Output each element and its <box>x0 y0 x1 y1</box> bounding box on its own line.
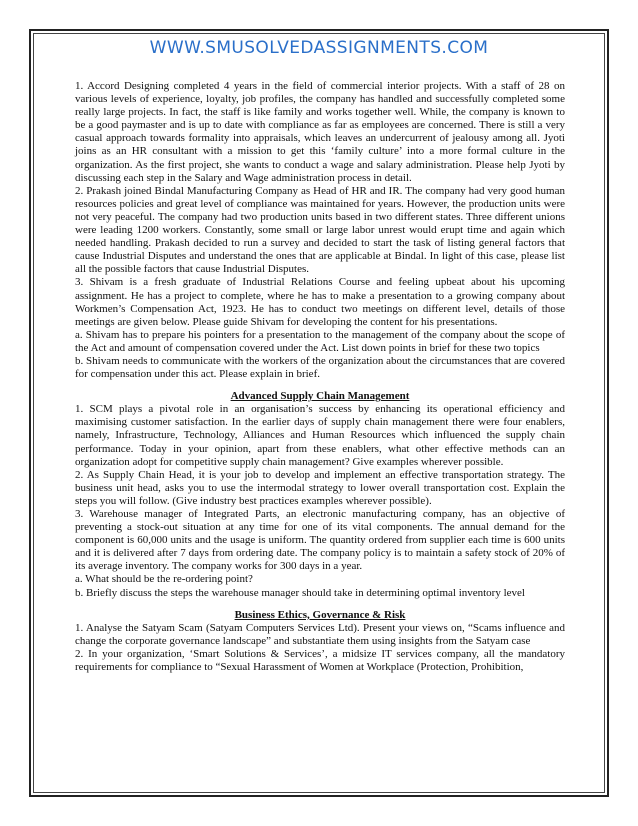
paragraph: 3. Shivam is a fresh graduate of Industrial Relations Course and feeling upbeat about his upcoming assignment. He has a project to complete, where he has to make a presentation to a growing company about Workmen’s Compensation Act, 1923. He has to conduct two meetings on different level, details of those meetings are given below. Please guide Shivam for developing the content for his presentations. <box>75 276 565 328</box>
paragraph: a. What should be the re-ordering point? <box>75 573 253 586</box>
paragraph: 1. Accord Designing completed 4 years in the field of commercial interior projects. With a staff of 28 on various levels of experience, loyalty, job profiles, the company has handled and successfully completed some really large projects. In fact, the staff is like family and works together well. While, the company is known to be a good paymaster and is up to date with compliance as far as employees are concerned. There is still a very casual approach towards formality into appraisals, which leaves an undercurrent of jealousy among all. Jyoti joins as an HR consultant with a mission to get this ‘family culture’ into a more formal culture in the organization. As the first project, she wants to conduct a wage and salary administration. Please help Jyoti by discussing each step in the Salary and Wage administration process in detail. <box>75 80 565 184</box>
paragraph: 3. Warehouse manager of Integrated Parts, an electronic manufacturing company, has an objective of preventing a stock-out situation at any time for one of its vital components. The annual demand for the component is 60,000 units and the usage is uniform. The quantity ordered from supplier each time is 600 units and it is delivered after 7 days from ordering date. The company policy is to maintain a safety stock of 20% of its average inventory. The company works for 300 days in a year. <box>75 508 565 573</box>
paragraph: 2. As Supply Chain Head, it is your job to develop and implement an effective transportation strategy. The business unit head, asks you to use the intermodal strategy to lower overall transportation cost. Explain the steps you will follow. (Give industry best practices examples wherever possible). <box>75 468 565 507</box>
section-title-scm: Advanced Supply Chain Management <box>230 390 410 403</box>
site-header: WWW.SMUSOLVEDASSIGNMENTS.COM <box>149 38 489 58</box>
paragraph: 2. Prakash joined Bindal Manufacturing Company as Head of HR and IR. The company had very good human resources policies and great level of compliance was maintained for years. However, the production units were not very peaceful. The company had two production units based in two different states. Three different unions were leading 1200 workers. Constantly, some small or large labor unrest would erupt time and again which needed handling. Prakash decided to run a survey and decided to start the task of listing general factors that cause Industrial Disputes and understand the ones that are applicable at Bindal. In light of this case, please list all the possible factors that cause Industrial Disputes. <box>75 184 565 276</box>
paragraph: b. Shivam needs to communicate with the workers of the organization about the circumstances that are covered for compensation under this act. Please explain in brief. <box>75 354 565 381</box>
document-body <box>75 80 565 674</box>
section-title-ethics: Business Ethics, Governance & Risk <box>234 608 406 621</box>
paragraph: a. Shivam has to prepare his pointers for a presentation to the management of the company about the scope of the Act and amount of compensation covered under the Act. List down points in brief for these two topics <box>75 328 565 354</box>
paragraph: 2. In your organization, ‘Smart Solutions & Services’, a midsize IT services company, all the mandatory requirements for compliance to “Sexual Harassment of Women at Workplace (Protection, Prohibition, <box>75 647 565 674</box>
paragraph: b. Briefly discuss the steps the warehouse manager should take in determining optimal inventory level <box>75 586 525 599</box>
paragraph: 1. SCM plays a pivotal role in an organisation’s success by enhancing its operational efficiency and maximising customer satisfaction. In the earlier days of supply chain management there were four enablers, namely, Infrastructure, Technology, Alliances and Human Resources which influenced the supply chain performance. Today in your opinion, apart from these enablers, what other effective methods can an organization adopt for competitive supply chain management? Give examples wherever possible. <box>75 403 565 468</box>
paragraph: 1. Analyse the Satyam Scam (Satyam Computers Services Ltd). Present your views on, “Scams influence and change the corporate governance landscape” and substantiate them using insights from the Satyam case <box>75 621 565 647</box>
